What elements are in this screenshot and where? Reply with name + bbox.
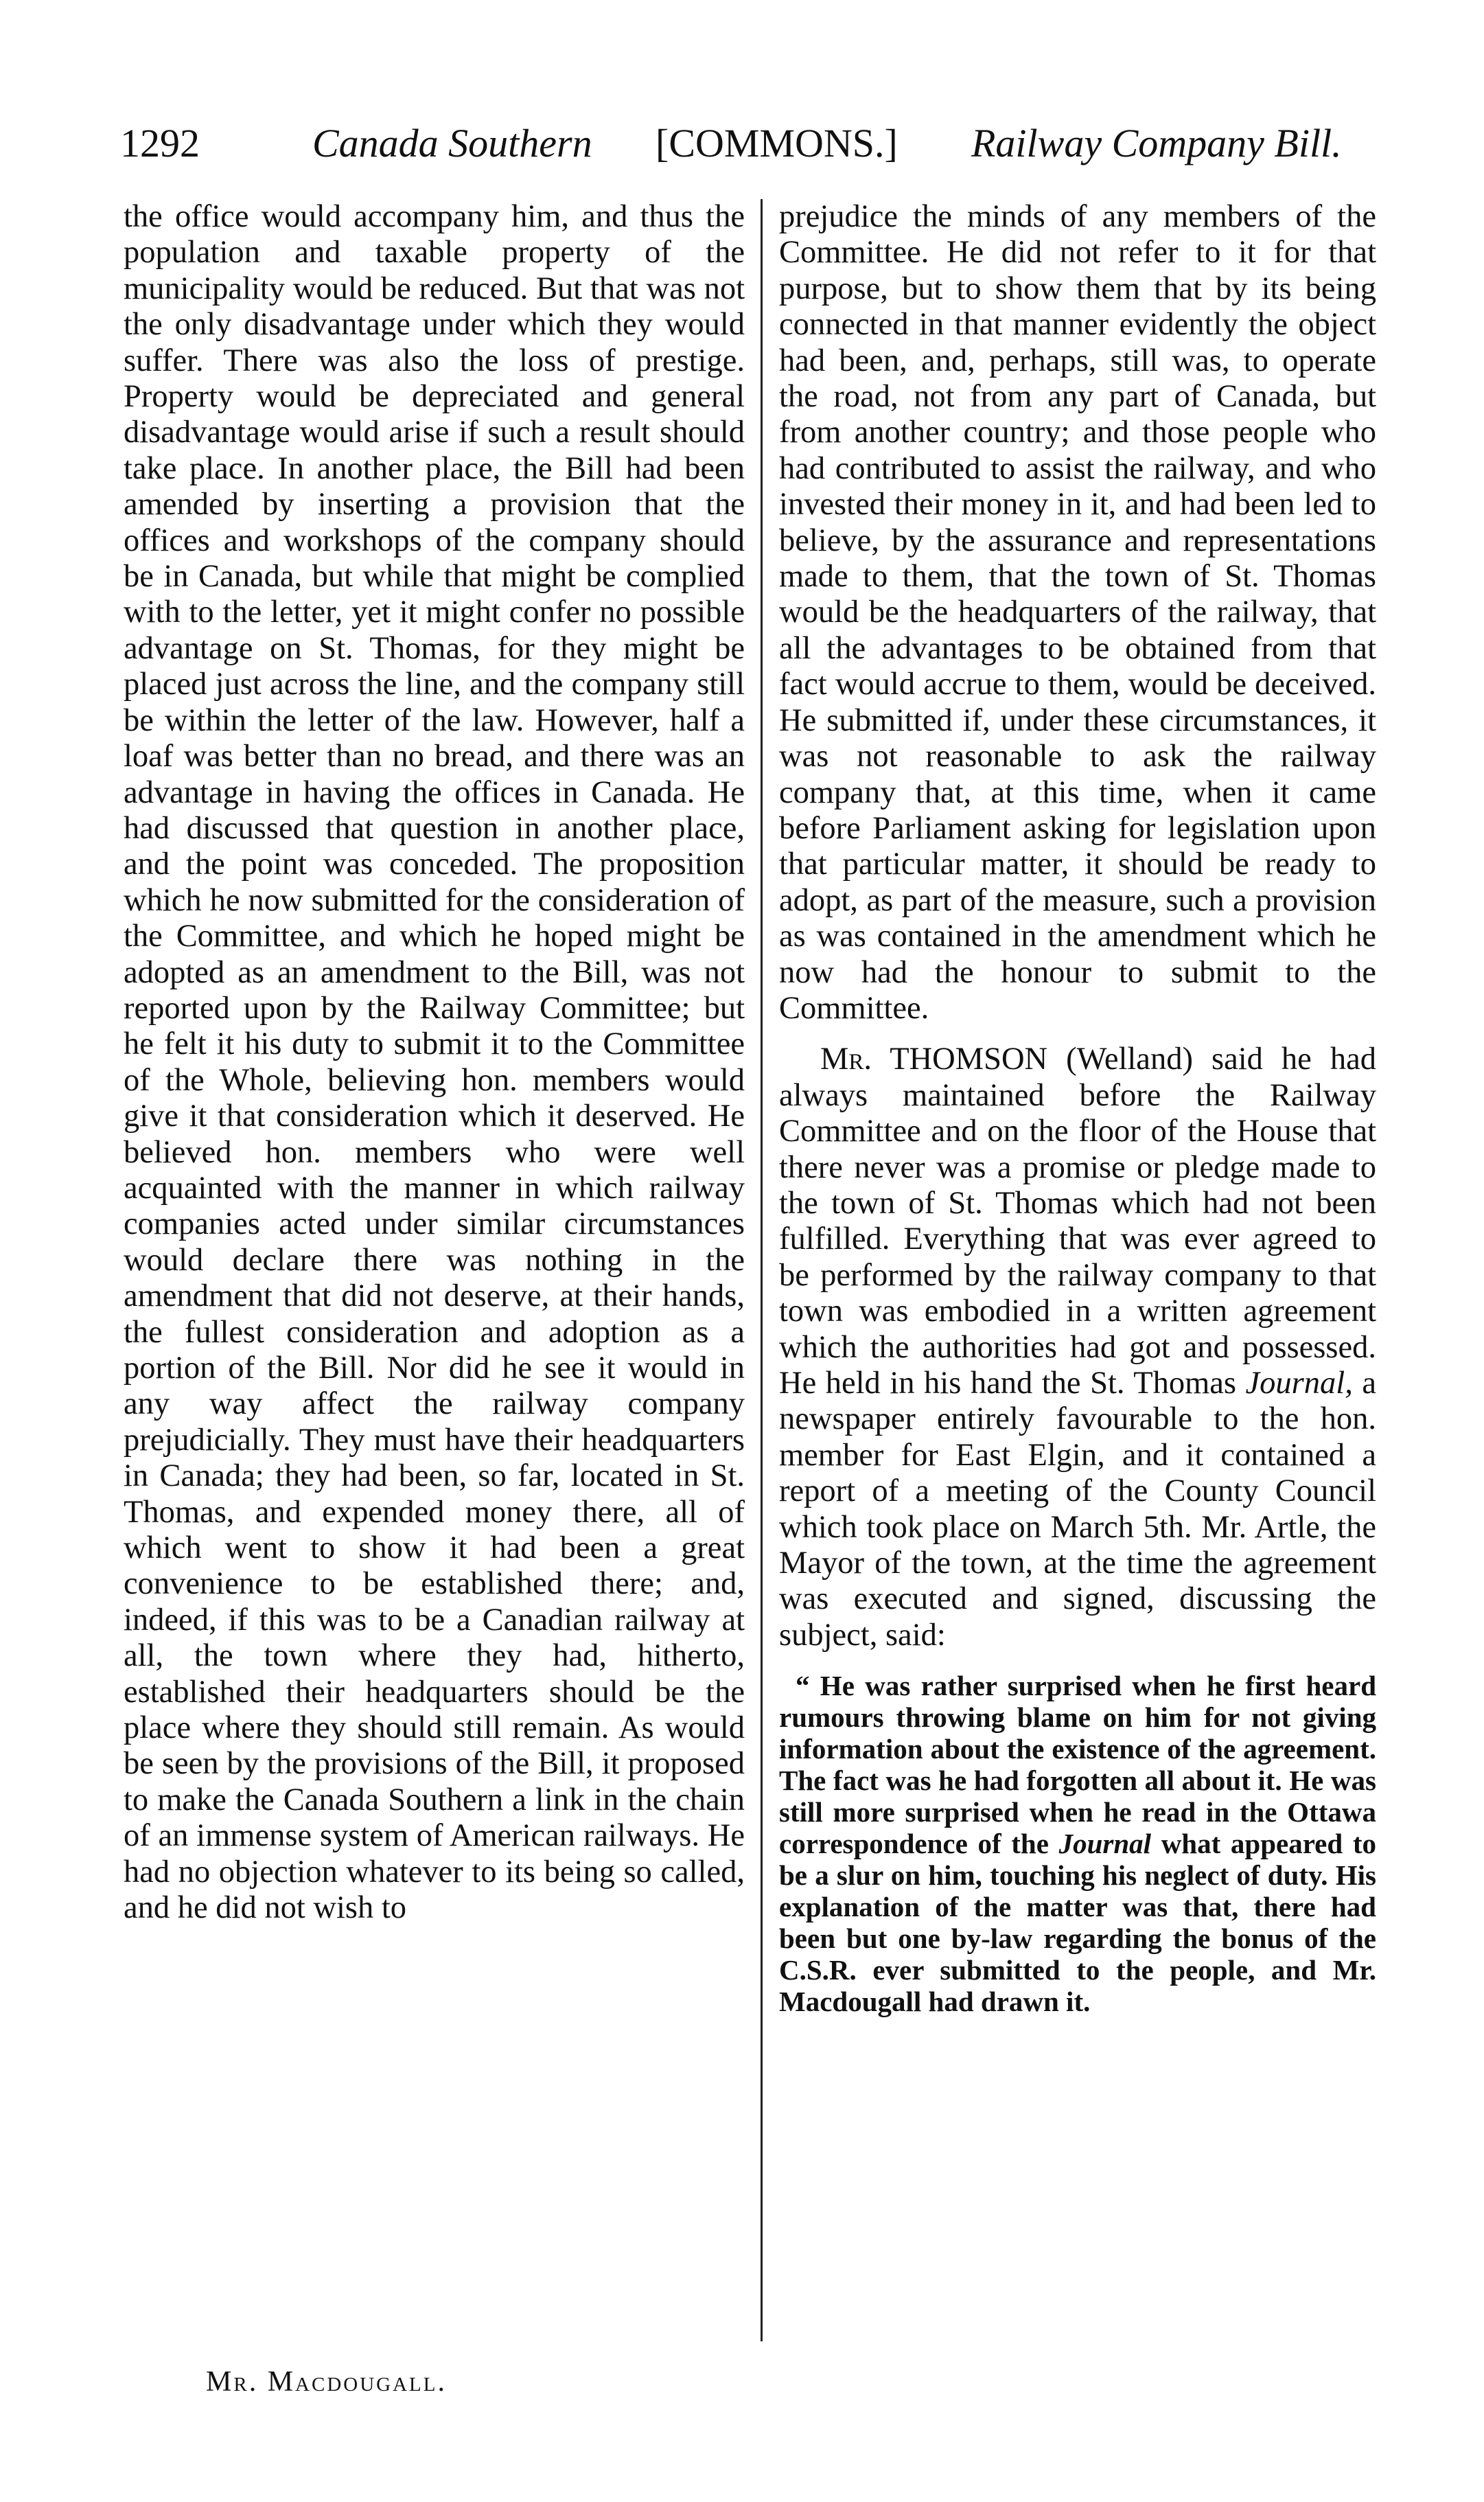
- header-center-title: [COMMONS.]: [656, 121, 898, 165]
- header-right-title: Railway Company Bill.: [971, 121, 1342, 165]
- right-column: [779, 199, 1376, 2431]
- quote-text-b: what appeared to be a slur on him, touching his neglect of duty. His explanation of the matter was that, there had been but one by-law regarding the bonus of the C.S.R. ever submitted to the people, and Mr. Macdougall had drawn it.: [779, 1828, 1376, 2018]
- left-column-text: the office would accompany him, and thus the population and taxable property of the municipality would be reduced. But that was not the only disadvantage under which they would suffer. There was also the loss of prestige. Property would be depreciated and general disadvantage would arise if such a result should take place. In another place, the Bill had been amended by inserting a provision that the offices and workshops of the company should be in Canada, but while that might be complied with to the letter, yet it might confer no possible advantage on St. Thomas, for they might be placed just across the line, and the company still be within the letter of the law. However, half a loaf was better than no bread, and there was an advantage in having the offices in Canada. He had discussed that question in another place, and the point was conceded. The proposition which he now submitted for the consideration of the Committee, and which he hoped might be adopted as an amendment to the Bill, was not reported upon by the Railway Committee; but he felt it his duty to submit it to the Committee of the Whole, believing hon. members would give it that consideration which it deserved. He believed hon. members who were well acquainted with the manner in which railway companies acted under similar circumstances would declare there was nothing in the amendment that did not deserve, at their hands, the fullest consideration and adoption as a portion of the Bill. Nor did he see it would in any way affect the railway company prejudicially. They must have their headquarters in Canada; they had been, so far, located in St. Thomas, and expended money there, all of which went to show it had been a great convenience to be established there; and, indeed, if this was to be a Canadian railway at all, the town where they had, hitherto, established their headquarters should be the place where they should still remain. As would be seen by the provisions of the Bill, it proposed to make the Canada Southern a link in the chain of an immense system of American railways. He had no objection whatever to its being so called, and he did not wish to: [124, 199, 745, 1926]
- quote-text-a: “ He was rather surprised when he first heard rumours throwing blame on him for not giving information about the existence of the agreement. The fact was he had forgotten all about it. He was still more surprised when he read in the Ottawa correspondence of the: [779, 1670, 1376, 1860]
- quoted-report: [779, 1670, 1376, 2017]
- paragraph-2-text-b: a newspaper entirely favourable to the hon. member for East Elgin, and it contained a report of a meeting of the County Council which took place on March 5th. Mr. Artle, the Mayor of the town, at the time the agreement was executed and signed, discussing the subject, said:: [779, 1366, 1376, 1653]
- column-divider: [761, 199, 763, 2341]
- page-number: 1292: [120, 121, 200, 165]
- speaker-name: Mr. THOMSON: [820, 1042, 1048, 1077]
- left-column: [124, 199, 745, 2431]
- header-left-title: Canada Southern: [312, 121, 592, 165]
- footer-speaker: Mr. Macdougall.: [206, 2366, 447, 2398]
- right-column-paragraph-2: [779, 1042, 1376, 1653]
- paragraph-2-text-a: (Welland) said he had always maintained before the Railway Committee and on the floor of the House that there never was a promise or pledge made to the town of St. Thomas which had not been fulfilled. Everything that was ever agreed to be performed by the railway company to that town was embodied in a written agreement which the authorities had got and possessed. He held in his hand the St. Thomas: [779, 1042, 1376, 1401]
- quote-journal-title: Journal: [1058, 1828, 1152, 1860]
- journal-title: Journal,: [1245, 1366, 1353, 1401]
- page-header: [120, 120, 1356, 182]
- right-column-paragraph-1: prejudice the minds of any members of the Committee. He did not refer to it for that purpose, but to show them that by its being connected in that manner evidently the object had been, and, perhaps, still was, to operate the road, not from any part of Canada, but from another country; and those people who had contributed to assist the railway, and who invested their money in it, and had been led to believe, by the assurance and representations made to them, that the town of St. Thomas would be the headquarters of the railway, that all the advantages to be obtained from that fact would accrue to them, would be deceived. He submitted if, under these circumstances, it was not reasonable to ask the railway company that, at this time, when it came before Parliament asking for legislation upon that particular matter, it should be ready to adopt, as part of the measure, such a provision as was contained in the amendment which he now had the honour to submit to the Committee.: [779, 199, 1376, 1026]
